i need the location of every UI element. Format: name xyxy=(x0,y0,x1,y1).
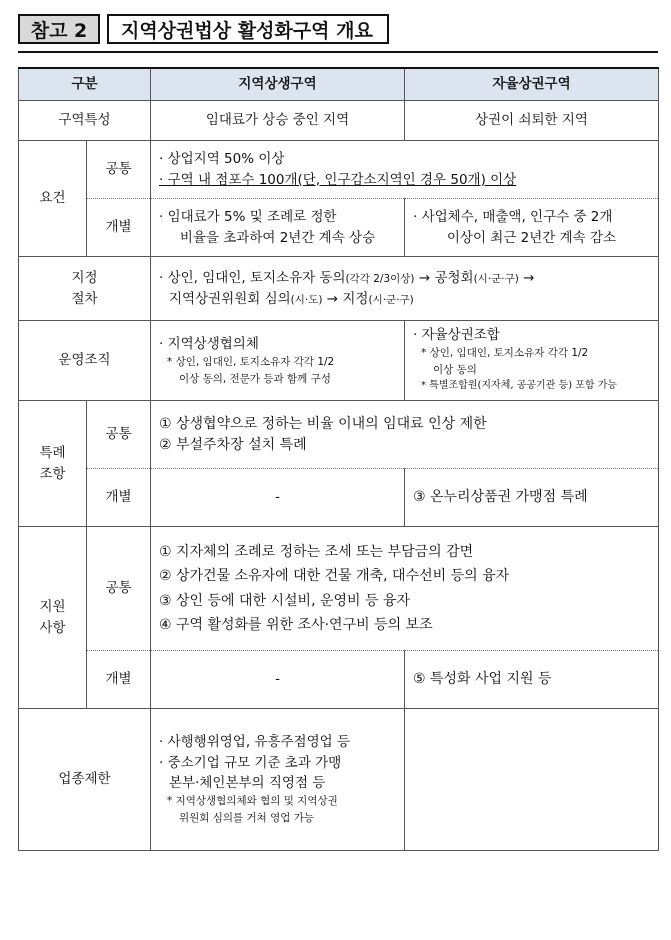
restriction-col2 xyxy=(405,709,659,851)
org-col2-main: · 자율상권조합 xyxy=(413,326,500,343)
procedure-review: 지역상권위원회 심의 xyxy=(169,290,291,307)
support-label-line1: 지원 xyxy=(39,599,66,616)
requirements-common-label: 공통 xyxy=(87,141,151,199)
requirements-common-content xyxy=(151,141,659,199)
special-ind-col1: - xyxy=(151,469,405,527)
procedure-label-line1: 지정 xyxy=(71,270,98,287)
overview-table xyxy=(18,67,659,851)
procedure-content xyxy=(151,257,659,321)
title-bar xyxy=(18,14,389,48)
support-line1: ① 지자체의 조례로 정하는 조세 또는 부담금의 감면 xyxy=(159,543,474,560)
district-col1: 임대료가 상승 중인 지역 xyxy=(151,101,405,141)
header-category: 구분 xyxy=(19,68,151,101)
support-individual-row xyxy=(19,651,659,709)
requirements-common-row xyxy=(19,141,659,199)
procedure-consent-ratio: (각각 2/3이상) xyxy=(345,273,415,286)
procedure-row xyxy=(19,257,659,321)
procedure-designation: → 지정 xyxy=(322,290,369,307)
special-common-line1: ① 상생협약으로 정하는 비율 이내의 임대료 인상 제한 xyxy=(159,415,487,432)
header-col1: 지역상생구역 xyxy=(151,68,405,101)
support-common-label: 공통 xyxy=(87,527,151,651)
procedure-arrow: → xyxy=(518,270,535,287)
procedure-hearing-level: (시·군·구) xyxy=(473,273,519,286)
district-row xyxy=(19,101,659,141)
restriction-line2: · 중소기업 규모 기준 초과 가맹 xyxy=(159,754,342,771)
req-ind-col2-line1: · 사업체수, 매출액, 인구수 중 2개 xyxy=(413,209,613,226)
procedure-review-level: (시·도) xyxy=(290,293,323,306)
org-col2-note2: 이상 동의 xyxy=(433,363,477,376)
reference-badge: 참고 2 xyxy=(18,14,100,44)
special-label xyxy=(19,401,87,527)
special-individual-label: 개별 xyxy=(87,469,151,527)
organization-label: 운영조직 xyxy=(19,321,151,401)
requirements-individual-col2 xyxy=(405,199,659,257)
support-ind-col1: - xyxy=(151,651,405,709)
organization-row xyxy=(19,321,659,401)
restriction-col1 xyxy=(151,709,405,851)
support-individual-label: 개별 xyxy=(87,651,151,709)
procedure-label xyxy=(19,257,151,321)
district-col2: 상권이 쇠퇴한 지역 xyxy=(405,101,659,141)
requirements-individual-row xyxy=(19,199,659,257)
support-line2: ② 상가건물 소유자에 대한 건물 개축, 대수선비 등의 융자 xyxy=(159,568,510,584)
org-col1-note1: * 상인, 임대인, 토지소유자 각각 1/2 xyxy=(167,355,335,368)
special-common-content xyxy=(151,401,659,469)
req-ind-col2-line2: 이상이 최근 2년간 계속 감소 xyxy=(446,229,617,246)
special-common-row xyxy=(19,401,659,469)
district-label: 구역특성 xyxy=(19,101,151,141)
req-ind-col1-line2: 비율을 초과하여 2년간 계속 상승 xyxy=(179,229,376,246)
procedure-designation-level: (시·군·구) xyxy=(368,293,414,306)
organization-col2 xyxy=(405,321,659,401)
support-line4: ④ 구역 활성화를 위한 조사·연구비 등의 보조 xyxy=(159,617,433,633)
support-ind-col2: ⑤ 특성화 사업 지원 등 xyxy=(405,651,659,709)
special-common-label: 공통 xyxy=(87,401,151,469)
procedure-line1 xyxy=(159,268,650,288)
procedure-consent: · 상인, 임대인, 토지소유자 동의 xyxy=(159,270,346,287)
special-label-line1: 특례 xyxy=(39,445,66,462)
procedure-label-line2: 절차 xyxy=(71,290,98,307)
org-col1-main: · 지역상생협의체 xyxy=(159,335,259,352)
support-label xyxy=(19,527,87,709)
special-common-line2: ② 부설주차장 설치 특례 xyxy=(159,436,307,453)
special-individual-row xyxy=(19,469,659,527)
organization-col1 xyxy=(151,321,405,401)
header-row xyxy=(19,68,659,101)
requirements-individual-label: 개별 xyxy=(87,199,151,257)
restriction-note1: * 지역상생협의체와 협의 및 지역상권 xyxy=(167,795,338,808)
org-col1-note2: 이상 동의, 전문가 등과 함께 구성 xyxy=(179,372,331,385)
restriction-note2: 위원회 심의를 거쳐 영업 가능 xyxy=(179,811,315,824)
req-ind-col1-line1: · 임대료가 5% 및 조례로 정한 xyxy=(159,209,337,226)
restriction-line3: 본부·체인본부의 직영점 등 xyxy=(169,774,326,791)
requirements-common-line1: · 상업지역 50% 이상 xyxy=(159,151,285,168)
special-ind-col2: ③ 온누리상품권 가맹점 특례 xyxy=(405,469,659,527)
requirements-common-line2: · 구역 내 점포수 100개(단, 인구감소지역인 경우 50개) 이상 xyxy=(159,171,517,188)
org-col2-note1: * 상인, 임대인, 토지소유자 각각 1/2 xyxy=(421,346,589,359)
support-common-row xyxy=(19,527,659,651)
requirements-individual-col1 xyxy=(151,199,405,257)
support-label-line2: 사항 xyxy=(39,619,66,636)
support-common-content xyxy=(151,527,659,651)
support-line3: ③ 상인 등에 대한 시설비, 운영비 등 융자 xyxy=(159,592,411,609)
restriction-label: 업종제한 xyxy=(19,709,151,851)
procedure-hearing: → 공청회 xyxy=(414,270,474,287)
special-label-line2: 조항 xyxy=(39,465,66,482)
title-underline xyxy=(18,51,658,53)
header-col2: 자율상권구역 xyxy=(405,68,659,101)
org-col2-note3: * 특별조합원(지자체, 공공기관 등) 포함 가능 xyxy=(421,380,618,392)
requirements-label: 요건 xyxy=(19,141,87,257)
page-title: 지역상권법상 활성화구역 개요 xyxy=(107,14,389,44)
procedure-line2 xyxy=(159,289,650,309)
restriction-row xyxy=(19,709,659,851)
restriction-line1: · 사행행위영업, 유흥주점영업 등 xyxy=(159,734,350,751)
